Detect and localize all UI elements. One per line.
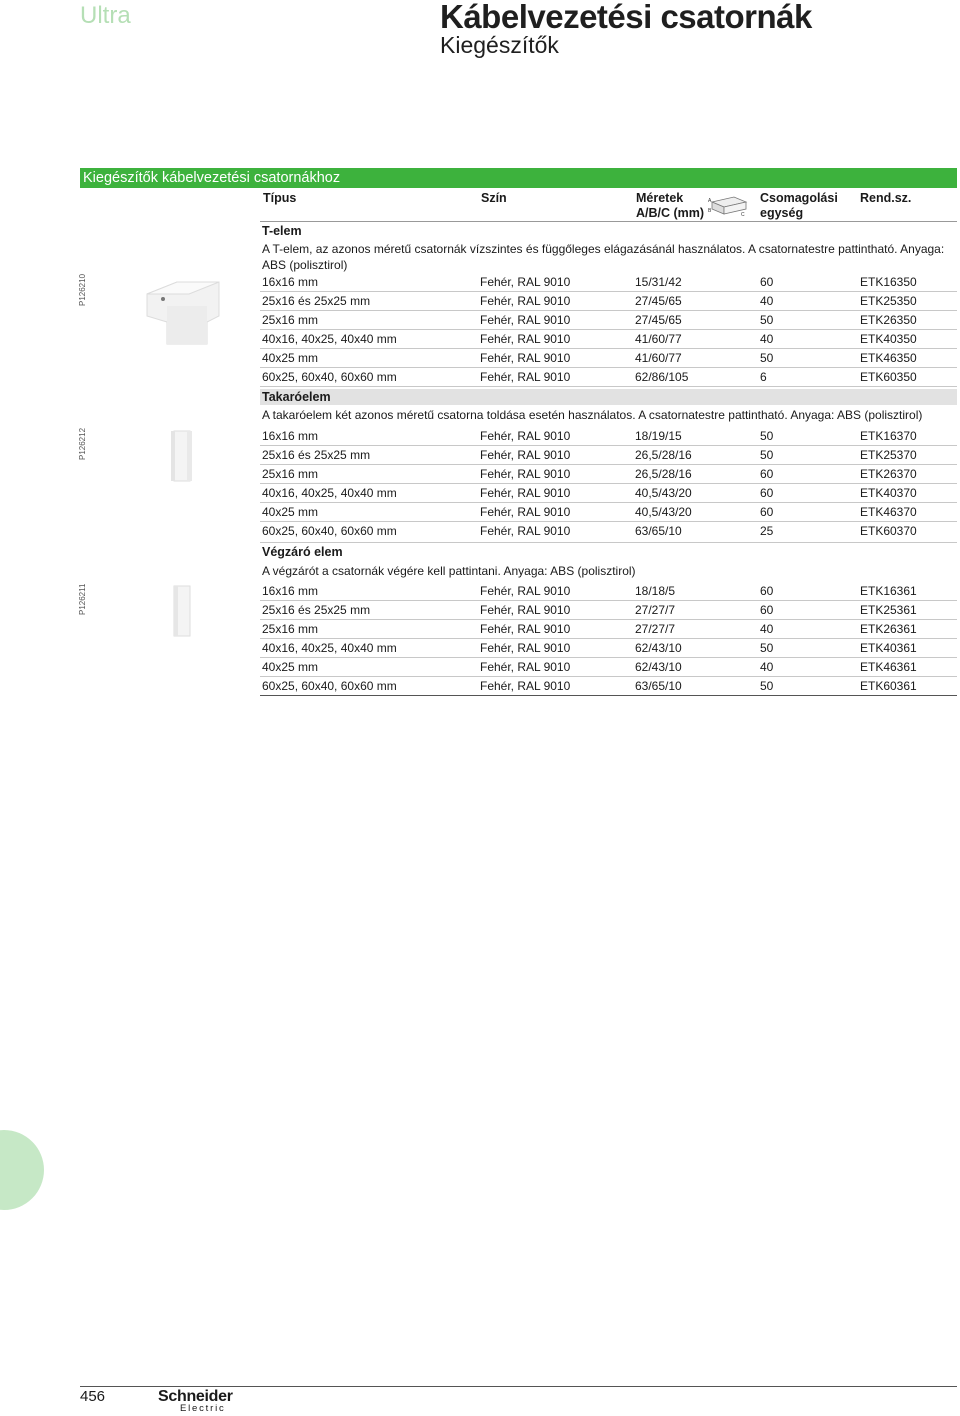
cell-package: 60 (760, 486, 774, 500)
cell-type: 25x16 mm (262, 467, 319, 481)
group-description-vegzaro-elem: A végzárót a csatornák végére kell pattintani. Anyaga: ABS (polisztirol) (262, 564, 636, 578)
cell-type: 16x16 mm (262, 429, 319, 443)
table-row (260, 676, 957, 696)
cell-color: Fehér, RAL 9010 (480, 448, 571, 462)
cell-ref: ETK60350 (860, 370, 917, 384)
cell-ref: ETK16370 (860, 429, 917, 443)
diagram-label-a: A (708, 198, 712, 204)
cell-dimensions: 63/65/10 (635, 524, 682, 538)
cell-color: Fehér, RAL 9010 (480, 679, 571, 693)
cell-type: 40x16, 40x25, 40x40 mm (262, 332, 397, 346)
cell-dimensions: 26,5/28/16 (635, 467, 692, 481)
table-row (260, 367, 957, 387)
cell-ref: ETK25350 (860, 294, 917, 308)
cell-dimensions: 27/27/7 (635, 622, 676, 636)
table-row (260, 291, 957, 311)
cell-ref: ETK16350 (860, 275, 917, 289)
cell-package: 40 (760, 332, 774, 346)
brand-sub: Electric (180, 1403, 226, 1414)
group-title-t-elem: T-elem (262, 224, 302, 238)
col-header-type: Típus (263, 191, 297, 205)
table-row (260, 310, 957, 330)
photo-code: P126211 (78, 583, 87, 615)
col-header-color: Szín (481, 191, 507, 205)
cell-package: 50 (760, 641, 774, 655)
cell-type: 60x25, 60x40, 60x60 mm (262, 370, 397, 384)
cell-color: Fehér, RAL 9010 (480, 313, 571, 327)
cell-package: 40 (760, 294, 774, 308)
col-header-dimensions-line1: Méretek (636, 191, 684, 205)
cell-color: Fehér, RAL 9010 (480, 275, 571, 289)
cell-type: 16x16 mm (262, 275, 319, 289)
group-title-vegzaro-elem: Végzáró elem (262, 545, 343, 559)
cell-dimensions: 62/43/10 (635, 641, 682, 655)
cell-type: 40x25 mm (262, 505, 319, 519)
group-title-takaroelem: Takaróelem (260, 389, 957, 405)
col-header-dimensions-line2: A/B/C (mm) (636, 206, 705, 220)
cell-ref: ETK26370 (860, 467, 917, 481)
cell-type: 25x16 mm (262, 313, 319, 327)
brand-name: Schneider (158, 1388, 233, 1405)
table-row (260, 657, 957, 677)
cell-dimensions: 18/19/15 (635, 429, 682, 443)
cell-ref: ETK25370 (860, 448, 917, 462)
cell-dimensions: 62/86/105 (635, 370, 689, 384)
cell-color: Fehér, RAL 9010 (480, 641, 571, 655)
table-row (260, 464, 957, 484)
page-number: 456 (80, 1388, 106, 1405)
cell-dimensions: 27/45/65 (635, 313, 682, 327)
cell-dimensions: 41/60/77 (635, 351, 682, 365)
cell-color: Fehér, RAL 9010 (480, 467, 571, 481)
cell-package: 50 (760, 429, 774, 443)
cell-ref: ETK40370 (860, 486, 917, 500)
cell-ref: ETK26350 (860, 313, 917, 327)
cover-element-product-image (168, 428, 196, 484)
cell-dimensions: 15/31/42 (635, 275, 682, 289)
cell-type: 60x25, 60x40, 60x60 mm (262, 524, 397, 538)
col-header-dimensions (636, 191, 704, 221)
cell-color: Fehér, RAL 9010 (480, 332, 571, 346)
cell-type: 40x25 mm (262, 351, 319, 365)
cell-dimensions: 18/18/5 (635, 584, 676, 598)
cell-type: 25x16 és 25x25 mm (262, 294, 371, 308)
cell-package: 40 (760, 660, 774, 674)
cell-type: 25x16 és 25x25 mm (262, 603, 371, 617)
cell-dimensions: 63/65/10 (635, 679, 682, 693)
group-description-takaroelem: A takaróelem két azonos méretű csatorna toldása esetén használatos. A csatornatestre pattintható. Anyaga: ABS (polisztirol) (262, 408, 923, 422)
cell-ref: ETK26361 (860, 622, 917, 636)
cell-dimensions: 26,5/28/16 (635, 448, 692, 462)
table-row (260, 445, 957, 465)
photo-code: P126212 (78, 427, 87, 460)
table-row (260, 600, 957, 620)
chapter-tab (0, 1130, 44, 1210)
table-row (260, 502, 957, 522)
cell-type: 40x16, 40x25, 40x40 mm (262, 641, 397, 655)
col-header-package-line2: egység (760, 206, 804, 220)
cell-color: Fehér, RAL 9010 (480, 603, 571, 617)
table-row (260, 348, 957, 368)
cell-package: 50 (760, 679, 774, 693)
cell-dimensions: 62/43/10 (635, 660, 682, 674)
cell-dimensions: 40,5/43/20 (635, 486, 692, 500)
col-header-ref: Rend.sz. (860, 191, 912, 205)
cell-package: 50 (760, 448, 774, 462)
cell-color: Fehér, RAL 9010 (480, 524, 571, 538)
series-name: Ultra (80, 2, 131, 29)
end-cap-product-image (170, 583, 194, 639)
diagram-label-b: B (708, 208, 712, 214)
cell-color: Fehér, RAL 9010 (480, 351, 571, 365)
table-row (260, 426, 957, 446)
cell-dimensions: 27/27/7 (635, 603, 676, 617)
cell-type: 40x25 mm (262, 660, 319, 674)
t-element-product-image (143, 276, 221, 348)
cell-ref: ETK16361 (860, 584, 917, 598)
cell-package: 40 (760, 622, 774, 636)
table-row (260, 483, 957, 503)
cell-package: 6 (760, 370, 767, 384)
cell-ref: ETK46370 (860, 505, 917, 519)
cell-color: Fehér, RAL 9010 (480, 294, 571, 308)
cell-package: 60 (760, 505, 774, 519)
cell-ref: ETK46350 (860, 351, 917, 365)
cell-type: 16x16 mm (262, 584, 319, 598)
cell-ref: ETK40361 (860, 641, 917, 655)
table-row (260, 619, 957, 639)
photo-code: P126210 (78, 273, 87, 306)
cell-package: 60 (760, 584, 774, 598)
cell-package: 50 (760, 313, 774, 327)
cell-ref: ETK46361 (860, 660, 917, 674)
dimension-diagram-icon (706, 194, 752, 218)
cell-type: 25x16 és 25x25 mm (262, 448, 371, 462)
cell-ref: ETK25361 (860, 603, 917, 617)
cell-color: Fehér, RAL 9010 (480, 429, 571, 443)
cell-color: Fehér, RAL 9010 (480, 370, 571, 384)
cell-type: 60x25, 60x40, 60x60 mm (262, 679, 397, 693)
table-row (260, 521, 957, 543)
table-row (260, 581, 957, 601)
cell-package: 60 (760, 467, 774, 481)
cell-ref: ETK40350 (860, 332, 917, 346)
header-divider (260, 221, 957, 222)
schneider-electric-logo (158, 1388, 233, 1414)
table-row (260, 272, 957, 292)
footer-divider (80, 1386, 957, 1387)
table-row (260, 638, 957, 658)
cell-type: 25x16 mm (262, 622, 319, 636)
cell-ref: ETK60370 (860, 524, 917, 538)
col-header-package-line1: Csomagolási (760, 191, 838, 205)
cell-dimensions: 27/45/65 (635, 294, 682, 308)
cell-dimensions: 41/60/77 (635, 332, 682, 346)
cell-ref: ETK60361 (860, 679, 917, 693)
table-row (260, 329, 957, 349)
cell-color: Fehér, RAL 9010 (480, 622, 571, 636)
cell-package: 25 (760, 524, 774, 538)
page-title: Kábelvezetési csatornák (440, 0, 812, 35)
diagram-label-c: C (741, 212, 745, 218)
cell-package: 60 (760, 275, 774, 289)
cell-color: Fehér, RAL 9010 (480, 486, 571, 500)
cell-package: 60 (760, 603, 774, 617)
cell-package: 50 (760, 351, 774, 365)
group-description-t-elem: A T-elem, az azonos méretű csatornák vízszintes és függőleges elágazásánál használatos. A csatornatestre pattintható. Anyaga: ABS (polisztirol) (262, 242, 945, 272)
col-header-package (760, 191, 838, 221)
cell-color: Fehér, RAL 9010 (480, 660, 571, 674)
cell-type: 40x16, 40x25, 40x40 mm (262, 486, 397, 500)
cell-color: Fehér, RAL 9010 (480, 584, 571, 598)
cell-color: Fehér, RAL 9010 (480, 505, 571, 519)
cell-dimensions: 40,5/43/20 (635, 505, 692, 519)
section-title: Kiegészítők kábelvezetési csatornákhoz (80, 168, 957, 188)
page-subtitle: Kiegészítők (440, 32, 559, 58)
